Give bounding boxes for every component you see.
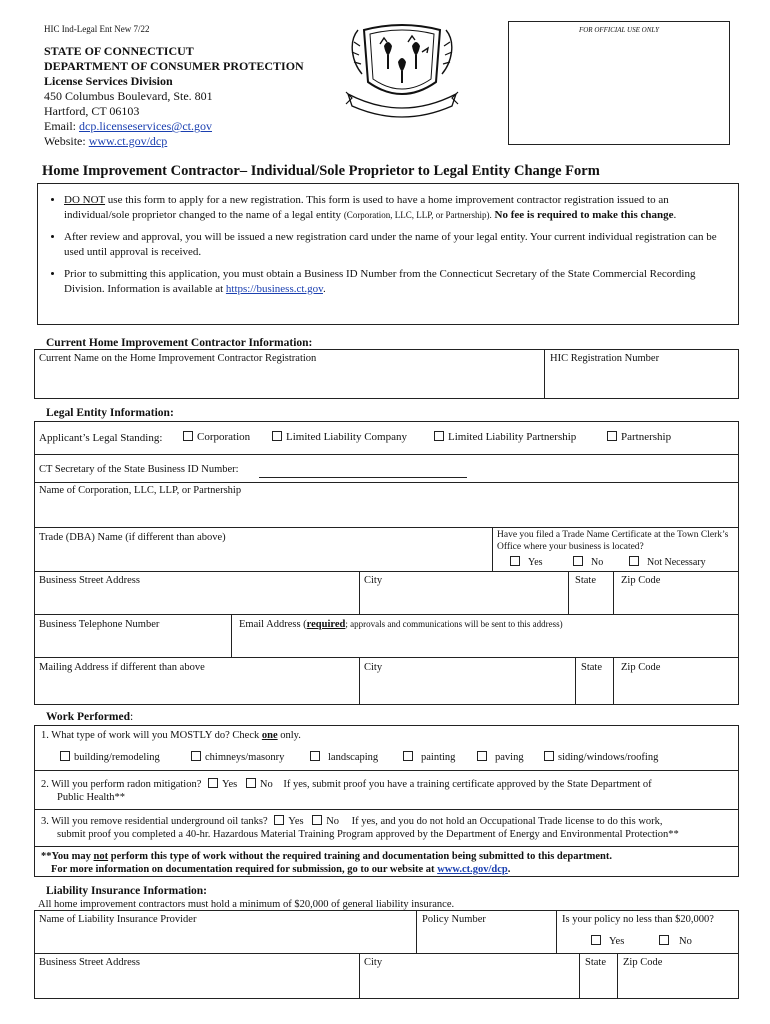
tn-yes-option[interactable]: Yes xyxy=(510,556,543,568)
legal-entity-title: Legal Entity Information: xyxy=(46,407,174,419)
mailing-zip-label: Zip Code xyxy=(621,662,661,673)
policy-yes-checkbox[interactable] xyxy=(591,935,601,945)
painting-checkbox[interactable] xyxy=(403,751,413,761)
tn-no-checkbox[interactable] xyxy=(573,556,583,566)
policy-minimum-question: Is your policy no less than $20,000? xyxy=(562,914,714,925)
policy-no-option[interactable]: No xyxy=(659,935,692,947)
tn-na-checkbox[interactable] xyxy=(629,556,639,566)
mailing-state-label: State xyxy=(581,662,602,673)
connecticut-seal-icon xyxy=(344,22,460,120)
work-performed-table xyxy=(34,725,739,877)
current-name-label: Current Name on the Home Improvement Contractor Registration xyxy=(39,353,317,364)
business-street-label: Business Street Address xyxy=(39,575,140,586)
trade-name-question: Have you filed a Trade Name Certificate at the Town Clerk’s Office where your business is located? xyxy=(497,530,729,552)
insurer-city-label: City xyxy=(364,957,383,968)
llc-checkbox[interactable] xyxy=(272,431,282,441)
siding-checkbox[interactable] xyxy=(544,751,554,761)
legal-standing-label: Applicant’s Legal Standing: xyxy=(39,432,163,444)
insurer-state-label: State xyxy=(585,957,606,968)
insurance-provider-label: Name of Liability Insurance Provider xyxy=(39,914,197,925)
option-llc[interactable]: Limited Liability Company xyxy=(272,431,407,443)
official-use-box xyxy=(508,21,730,145)
work-opt-building[interactable]: building/remodeling xyxy=(60,751,160,763)
agency-block xyxy=(44,44,304,149)
business-state-label: State xyxy=(575,575,596,586)
tn-no-option[interactable]: No xyxy=(573,556,603,568)
current-info-title: Current Home Improvement Contractor Information: xyxy=(46,337,313,349)
division-name: License Services Division xyxy=(44,74,173,88)
hic-reg-label: HIC Registration Number xyxy=(550,353,660,364)
paving-checkbox[interactable] xyxy=(477,751,487,761)
email-line: Email: dcp.licenseservices@ct.gov xyxy=(44,119,213,133)
option-corporation[interactable]: Corporation xyxy=(183,431,250,443)
form-code: HIC Ind-Legal Ent New 7/22 xyxy=(44,24,150,34)
address-line-2: Hartford, CT 06103 xyxy=(44,104,140,118)
work-q2: 2. Will you perform radon mitigation? Yes No If yes, submit proof you have a training certificate approved by the State Department of Public Health** xyxy=(41,779,652,803)
business-city-label: City xyxy=(364,575,383,586)
email-link[interactable]: dcp.licenseservices@ct.gov xyxy=(79,119,213,133)
work-q1: 1. What type of work will you MOSTLY do? Check one only. xyxy=(41,730,301,741)
radon-yes-checkbox[interactable] xyxy=(208,778,218,788)
oil-tank-yes-checkbox[interactable] xyxy=(274,815,284,825)
current-info-table xyxy=(34,349,739,399)
business-ct-link[interactable]: https://business.ct.gov xyxy=(225,283,323,295)
work-opt-siding[interactable]: siding/windows/roofing xyxy=(544,751,658,763)
entity-name-field[interactable] xyxy=(37,498,736,526)
insurance-title: Liability Insurance Information: xyxy=(46,885,208,897)
hic-reg-field[interactable] xyxy=(548,366,736,396)
current-name-field[interactable] xyxy=(37,366,540,396)
policy-number-label: Policy Number xyxy=(422,914,486,925)
website-line: Website: www.ct.gov/dcp xyxy=(44,134,168,148)
radon-no-checkbox[interactable] xyxy=(246,778,256,788)
work-opt-landscaping[interactable]: landscaping xyxy=(310,751,378,763)
policy-yes-option[interactable]: Yes xyxy=(591,935,624,947)
sos-id-label: CT Secretary of the State Business ID Number: xyxy=(39,464,239,475)
dcp-website-link[interactable]: www.ct.gov/dcp xyxy=(437,864,508,875)
business-zip-label: Zip Code xyxy=(621,575,661,586)
instruction-item-2: • After review and approval, you will be issued a new registration card under the name of your legal entity. Your current individual registration can be used until approval is received. xyxy=(64,230,734,260)
legal-entity-table xyxy=(34,421,739,705)
work-opt-chimneys[interactable]: chimneys/masonry xyxy=(191,751,284,763)
llp-checkbox[interactable] xyxy=(434,431,444,441)
landscaping-checkbox[interactable] xyxy=(310,751,320,761)
instruction-item-3: • Prior to submitting this application, you must obtain a Business ID Number from the Connecticut Secretary of the State Commercial Recording Division. Information is available at https://business.ct.gov. xyxy=(64,267,734,297)
entity-name-label: Name of Corporation, LLC, LLP, or Partnership xyxy=(39,485,242,496)
option-llp[interactable]: Limited Liability Partnership xyxy=(434,431,576,443)
mailing-city-label: City xyxy=(364,662,383,673)
tn-na-option[interactable]: Not Necessary xyxy=(629,556,706,568)
work-q3: 3. Will you remove residential underground oil tanks? Yes No If yes, and you do not hold an Occupational Trade license to do this work, submit proof you completed a 40-hr. Hazardous Material Training Program approved by the Department of Energy and Environmental Protection** xyxy=(41,816,679,840)
state-name: STATE OF CONNECTICUT xyxy=(44,44,194,58)
work-opt-paving[interactable]: paving xyxy=(477,751,524,763)
work-note: **You may not perform this type of work without the required training and documentation being submitted to this department. For more information on documentation required for submission, go to our website at www.ct.gov/dcp. xyxy=(41,851,613,875)
partnership-checkbox[interactable] xyxy=(607,431,617,441)
insurer-zip-label: Zip Code xyxy=(623,957,663,968)
official-use-label: FOR OFFICIAL USE ONLY xyxy=(578,26,660,34)
dba-name-label: Trade (DBA) Name (if different than above) xyxy=(39,532,226,543)
form-title: Home Improvement Contractor– Individual/Sole Proprietor to Legal Entity Change Form xyxy=(42,163,600,179)
instructions-box xyxy=(37,183,739,325)
tn-yes-checkbox[interactable] xyxy=(510,556,520,566)
chimneys-checkbox[interactable] xyxy=(191,751,201,761)
building-checkbox[interactable] xyxy=(60,751,70,761)
insurance-note: All home improvement contractors must hold a minimum of $20,000 of general liability insurance. xyxy=(38,899,455,910)
sos-id-field[interactable] xyxy=(259,477,467,478)
business-email-label: Email Address (required; approvals and communications will be sent to this address) xyxy=(239,619,563,630)
insurance-table xyxy=(34,910,739,999)
instruction-item-1: • DO NOT use this form to apply for a new registration. This form is used to have a home improvement contractor registration issued to an individual/sole proprietor changed to the name of a legal entity (Corporation, LLC, LLP, or Partnership). No fee is required to make this change. xyxy=(64,193,734,223)
work-opt-painting[interactable]: painting xyxy=(403,751,455,763)
business-phone-label: Business Telephone Number xyxy=(39,619,160,630)
policy-no-checkbox[interactable] xyxy=(659,935,669,945)
option-partnership[interactable]: Partnership xyxy=(607,431,671,443)
corporation-checkbox[interactable] xyxy=(183,431,193,441)
insurer-street-label: Business Street Address xyxy=(39,957,140,968)
address-line-1: 450 Columbus Boulevard, Ste. 801 xyxy=(44,89,213,103)
mailing-address-label: Mailing Address if different than above xyxy=(39,662,205,673)
work-performed-title: Work Performed: xyxy=(46,711,134,723)
website-link[interactable]: www.ct.gov/dcp xyxy=(88,134,168,148)
oil-tank-no-checkbox[interactable] xyxy=(312,815,322,825)
instruction-list xyxy=(42,193,734,304)
department-name: DEPARTMENT OF CONSUMER PROTECTION xyxy=(44,59,304,73)
